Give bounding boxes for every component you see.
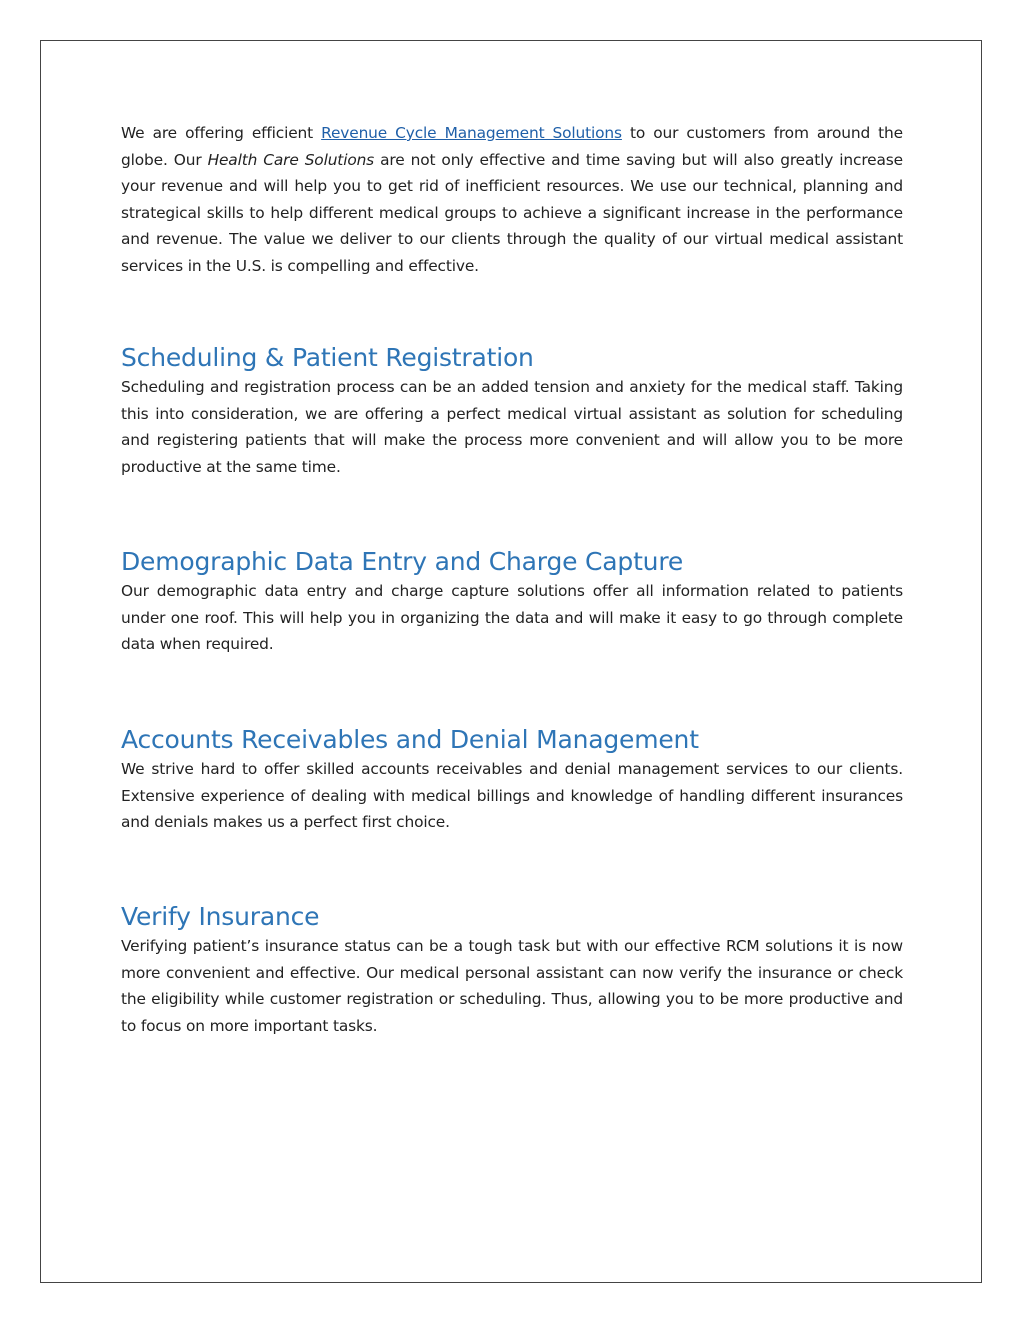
section-heading: Accounts Receivables and Denial Management xyxy=(121,725,699,754)
document-content xyxy=(121,120,903,1035)
intro-text-end: are not only effective and time saving but will also greatly increase your revenue and will help you to get rid of inefficient resources. We use our technical, planning and strategical skills to help different medical groups to achieve a significant increase in the performance and revenue. The value we deliver to our clients through the quality of our virtual medical assistant services in the U.S. is compelling and effective. xyxy=(121,150,903,275)
section-demographic xyxy=(121,546,903,658)
section-body: We strive hard to offer skilled accounts receivables and denial management services to our clients. Extensive experience of dealing with medical billings and knowledge of handling different insurances and denials makes us a perfect first choice. xyxy=(121,760,903,831)
section-verify-insurance xyxy=(121,901,903,1039)
section-body: Scheduling and registration process can be an added tension and anxiety for the medical staff. Taking this into consideration, we are offering a perfect medical virtual assistant as solution for scheduling and registering patients that will make the process more convenient and will allow you to be more productive at the same time. xyxy=(121,378,903,476)
section-heading: Verify Insurance xyxy=(121,902,320,931)
section-scheduling xyxy=(121,342,903,480)
section-accounts-receivables xyxy=(121,724,903,836)
intro-text-start: We are offering efficient xyxy=(121,124,322,142)
section-heading: Demographic Data Entry and Charge Capture xyxy=(121,547,684,576)
section-body: Our demographic data entry and charge capture solutions offer all information related to patients under one roof. This will help you in organizing the data and will make it easy to go through complete data when required. xyxy=(121,582,903,653)
section-heading: Scheduling & Patient Registration xyxy=(121,343,534,372)
intro-paragraph xyxy=(121,120,903,279)
section-body: Verifying patient’s insurance status can be a tough task but with our effective RCM solutions it is now more convenient and effective. Our medical personal assistant can now verify the insurance or check the eligibility while customer registration or scheduling. Thus, allowing you to be more productive and to focus on more important tasks. xyxy=(121,937,903,1035)
intro-text-middle: to our customers from around the globe. Our xyxy=(121,124,903,169)
revenue-cycle-management-link[interactable]: Revenue Cycle Management Solutions xyxy=(321,124,622,142)
health-care-solutions-emphasis: Health Care Solutions xyxy=(207,150,375,169)
